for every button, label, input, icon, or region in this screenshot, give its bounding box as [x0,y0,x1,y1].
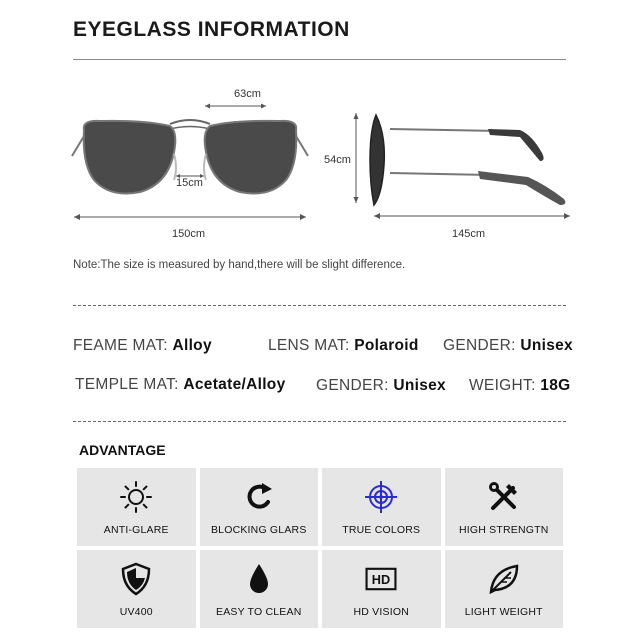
bridge-dimension: 63cm [234,88,261,100]
advantage-blocking-glare [200,468,319,546]
spec-gender-2: GENDER: Unisex [316,377,446,394]
advantage-label: HIGH STRENGTN [458,524,549,536]
spec-frame-material: FEAME MAT: Alloy [73,337,212,354]
advantage-label: TRUE COLORS [342,524,421,536]
advantage-label: UV400 [119,606,153,618]
water-drop-icon [242,562,276,596]
advantage-grid [77,468,563,628]
advantage-light-weight [445,550,564,628]
advantage-label: BLOCKING GLARS [210,524,307,536]
spec-weight: WEIGHT: 18G [469,377,571,394]
shield-icon [119,562,153,596]
measurement-note: Note:The size is measured by hand,there will be slight difference. [73,259,406,271]
advantage-easy-clean [200,550,319,628]
spec-temple-material: TEMPLE MAT: Acetate/Alloy [75,376,286,393]
advantage-true-colors [322,468,441,546]
lower-temple-tip [478,171,565,205]
svg-text:HD: HD [372,572,391,588]
glasses-side-view [350,105,572,223]
side-lens [370,115,384,205]
spec-gender: GENDER: Unisex [443,337,573,354]
page-title: EYEGLASS INFORMATION [73,18,350,41]
advantage-label: ANTI-GLARE [103,524,169,536]
advantage-label: HD VISION [353,606,409,618]
advantage-label: LIGHT WEIGHT [464,606,543,618]
height-dimension: 54cm [324,154,351,166]
right-lens [205,121,297,194]
temple-length-dimension: 145cm [452,228,486,240]
advantage-uv400 [77,550,196,628]
leaf-icon [487,562,521,596]
advantage-title: ADVANTAGE [79,442,166,458]
crosshair-icon [364,480,398,514]
tools-icon [487,480,521,514]
advantage-label: EASY TO CLEAN [216,606,302,618]
glasses-front-view [70,80,310,245]
title-divider [73,59,566,60]
spec-divider-top [73,305,566,306]
left-lens [84,121,176,194]
upper-temple-tip [488,129,544,161]
sun-icon [119,480,153,514]
advantage-high-strength [445,468,564,546]
advantage-anti-glare [77,468,196,546]
width-dimension: 150cm [172,228,206,240]
rotate-arrow-icon [242,480,276,514]
hd-icon [364,562,398,596]
nose-dimension: 15cm [176,177,203,189]
spec-lens-material: LENS MAT: Polaroid [268,337,419,354]
spec-divider-bottom [73,421,566,422]
advantage-hd-vision [322,550,441,628]
